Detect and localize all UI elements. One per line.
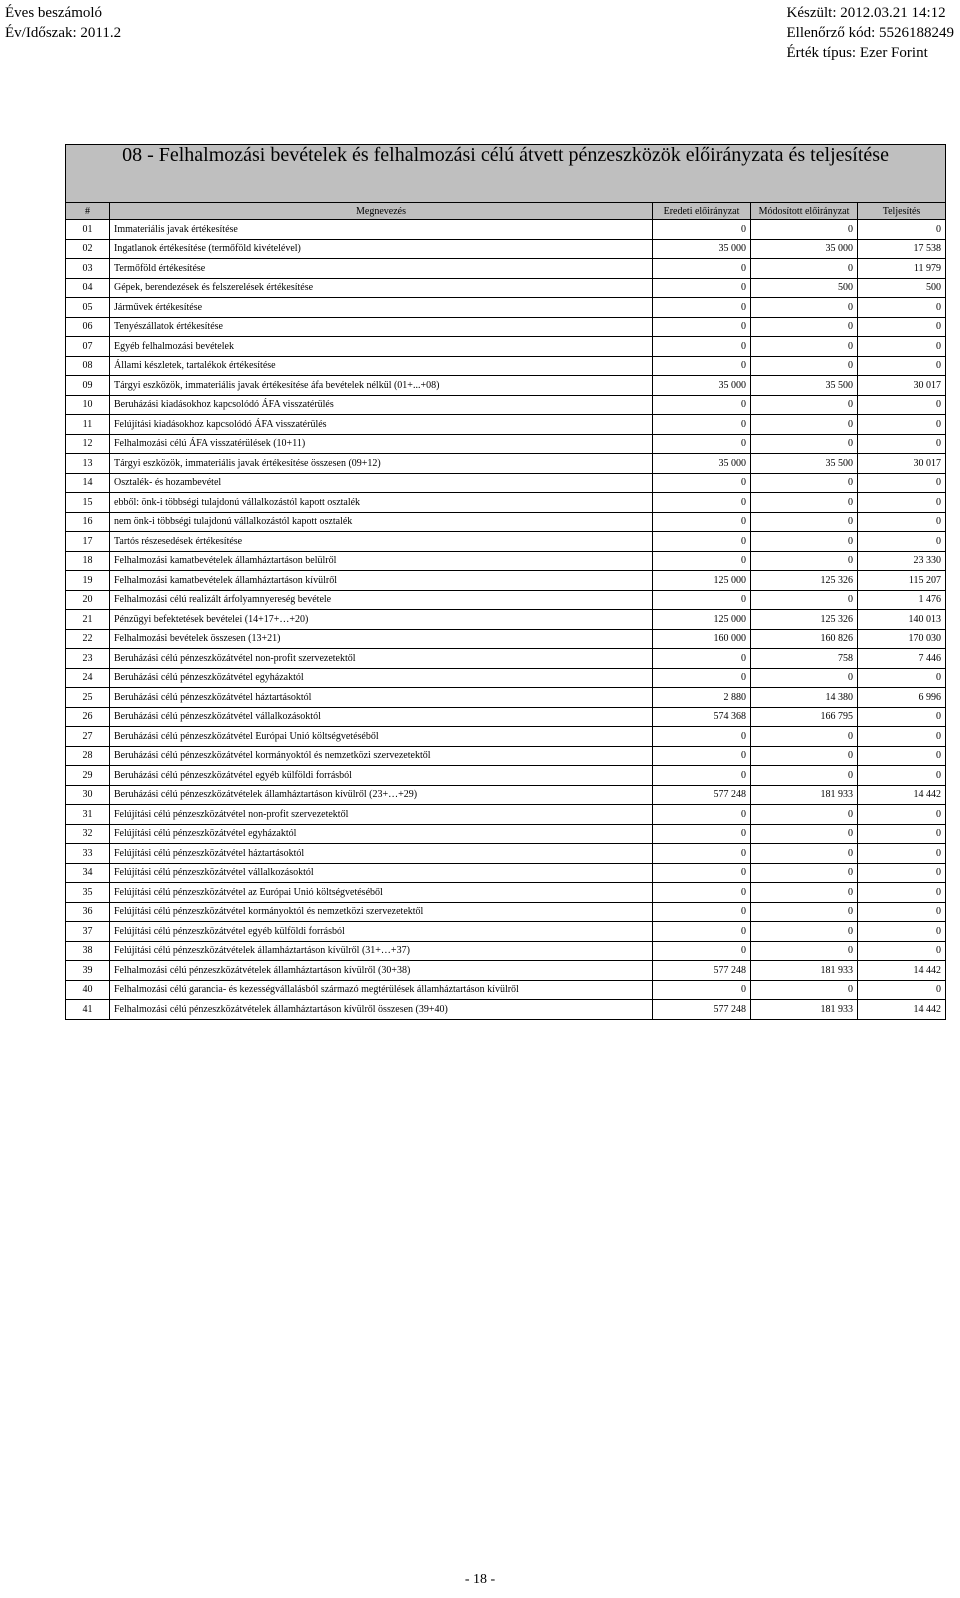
row-original-value: 0 (653, 356, 751, 376)
row-original-value: 0 (653, 980, 751, 1000)
table-row (66, 766, 946, 786)
row-modified-value: 0 (751, 493, 858, 513)
row-modified-value: 0 (751, 415, 858, 435)
row-name: Gépek, berendezések és felszerelések értékesítése (110, 278, 653, 298)
row-original-value: 0 (653, 863, 751, 883)
row-modified-value: 0 (751, 337, 858, 357)
row-performance-value: 0 (858, 434, 946, 454)
row-modified-value: 0 (751, 922, 858, 942)
row-name: Felhalmozási célú pénzeszközátvételek államháztartáson kívülről (30+38) (110, 961, 653, 981)
table-row (66, 922, 946, 942)
row-number: 33 (66, 844, 110, 864)
row-number: 24 (66, 668, 110, 688)
row-performance-value: 0 (858, 337, 946, 357)
row-name: Felhalmozási célú garancia- és kezességvállalásból származó megtérülések államháztartáson kívülről (110, 980, 653, 1000)
row-original-value: 35 000 (653, 239, 751, 259)
table-row (66, 805, 946, 825)
row-modified-value: 0 (751, 902, 858, 922)
table-row (66, 317, 946, 337)
row-number: 28 (66, 746, 110, 766)
row-number: 18 (66, 551, 110, 571)
row-performance-value: 0 (858, 532, 946, 552)
report-created: Készült: 2012.03.21 14:12 (786, 5, 946, 21)
row-name: Állami készletek, tartalékok értékesítése (110, 356, 653, 376)
row-original-value: 0 (653, 551, 751, 571)
table-row (66, 785, 946, 805)
row-original-value: 125 000 (653, 571, 751, 591)
row-number: 21 (66, 610, 110, 630)
row-modified-value: 0 (751, 473, 858, 493)
row-number: 41 (66, 1000, 110, 1020)
row-original-value: 0 (653, 649, 751, 669)
row-performance-value: 115 207 (858, 571, 946, 591)
row-original-value: 0 (653, 337, 751, 357)
row-number: 17 (66, 532, 110, 552)
row-name: Tárgyi eszközök, immateriális javak értékesítése összesen (09+12) (110, 454, 653, 474)
row-number: 31 (66, 805, 110, 825)
row-name: nem önk-i többségi tulajdonú vállalkozástól kapott osztalék (110, 512, 653, 532)
row-name: Felújítási célú pénzeszközátvétel egyházaktól (110, 824, 653, 844)
row-performance-value: 0 (858, 707, 946, 727)
row-original-value: 0 (653, 941, 751, 961)
table-row (66, 610, 946, 630)
row-modified-value: 181 933 (751, 1000, 858, 1020)
row-number: 22 (66, 629, 110, 649)
row-performance-value: 0 (858, 746, 946, 766)
row-number: 11 (66, 415, 110, 435)
row-original-value: 0 (653, 668, 751, 688)
row-modified-value: 0 (751, 805, 858, 825)
row-number: 10 (66, 395, 110, 415)
row-original-value: 0 (653, 727, 751, 747)
row-number: 37 (66, 922, 110, 942)
row-modified-value: 35 500 (751, 376, 858, 396)
row-number: 12 (66, 434, 110, 454)
row-original-value: 0 (653, 805, 751, 825)
row-number: 23 (66, 649, 110, 669)
row-performance-value: 500 (858, 278, 946, 298)
row-performance-value: 7 446 (858, 649, 946, 669)
row-name: Beruházási célú pénzeszközátvétel kormányoktól és nemzetközi szervezetektől (110, 746, 653, 766)
row-original-value: 160 000 (653, 629, 751, 649)
row-original-value: 0 (653, 922, 751, 942)
row-number: 14 (66, 473, 110, 493)
row-modified-value: 0 (751, 551, 858, 571)
row-name: Felújítási célú pénzeszközátvétel háztartásoktól (110, 844, 653, 864)
row-modified-value: 166 795 (751, 707, 858, 727)
report-type: Éves beszámoló (5, 5, 103, 21)
table-row (66, 415, 946, 435)
row-performance-value: 0 (858, 512, 946, 532)
column-header-original: Eredeti előirányzat (653, 203, 751, 220)
row-performance-value: 0 (858, 883, 946, 903)
row-original-value: 0 (653, 395, 751, 415)
row-name: Beruházási célú pénzeszközátvételek államháztartáson kívülről (23+…+29) (110, 785, 653, 805)
row-name: Felhalmozási kamatbevételek államháztartáson belülről (110, 551, 653, 571)
table-row (66, 395, 946, 415)
row-performance-value: 6 996 (858, 688, 946, 708)
table-row (66, 434, 946, 454)
row-modified-value: 0 (751, 532, 858, 552)
row-modified-value: 181 933 (751, 961, 858, 981)
row-number: 26 (66, 707, 110, 727)
row-name: Egyéb felhalmozási bevételek (110, 337, 653, 357)
row-performance-value: 0 (858, 844, 946, 864)
row-original-value: 0 (653, 259, 751, 279)
row-original-value: 574 368 (653, 707, 751, 727)
table-row (66, 512, 946, 532)
row-performance-value: 0 (858, 766, 946, 786)
row-modified-value: 181 933 (751, 785, 858, 805)
table-row (66, 473, 946, 493)
row-number: 03 (66, 259, 110, 279)
row-original-value: 0 (653, 746, 751, 766)
column-header-number: # (66, 203, 110, 220)
row-performance-value: 0 (858, 863, 946, 883)
row-performance-value: 23 330 (858, 551, 946, 571)
row-name: Termőföld értékesítése (110, 259, 653, 279)
report-check-code: Ellenőrző kód: 5526188249 (786, 25, 954, 41)
row-modified-value: 35 000 (751, 239, 858, 259)
row-name: Pénzügyi befektetések bevételei (14+17+…+20) (110, 610, 653, 630)
row-original-value: 125 000 (653, 610, 751, 630)
row-number: 15 (66, 493, 110, 513)
row-number: 04 (66, 278, 110, 298)
row-performance-value: 0 (858, 902, 946, 922)
row-name: Felújítási célú pénzeszközátvétel vállalkozásoktól (110, 863, 653, 883)
row-performance-value: 170 030 (858, 629, 946, 649)
column-header-name: Megnevezés (110, 203, 653, 220)
row-modified-value: 0 (751, 883, 858, 903)
table-row (66, 844, 946, 864)
row-number: 29 (66, 766, 110, 786)
row-name: Immateriális javak értékesítése (110, 220, 653, 240)
row-performance-value: 140 013 (858, 610, 946, 630)
table-row (66, 961, 946, 981)
row-number: 25 (66, 688, 110, 708)
row-modified-value: 0 (751, 298, 858, 318)
row-modified-value: 0 (751, 395, 858, 415)
row-number: 40 (66, 980, 110, 1000)
row-name: ebből: önk-i többségi tulajdonú vállalkozástól kapott osztalék (110, 493, 653, 513)
table-row (66, 532, 946, 552)
row-modified-value: 0 (751, 668, 858, 688)
row-performance-value: 0 (858, 922, 946, 942)
row-original-value: 0 (653, 590, 751, 610)
page-number: - 18 - (464, 1572, 496, 1587)
table-row (66, 668, 946, 688)
row-number: 30 (66, 785, 110, 805)
row-modified-value: 0 (751, 317, 858, 337)
row-name: Beruházási célú pénzeszközátvétel egyéb külföldi forrásból (110, 766, 653, 786)
row-number: 34 (66, 863, 110, 883)
row-modified-value: 125 326 (751, 571, 858, 591)
row-modified-value: 35 500 (751, 454, 858, 474)
row-name: Beruházási célú pénzeszközátvétel non-profit szervezetektől (110, 649, 653, 669)
row-original-value: 0 (653, 493, 751, 513)
table-row (66, 649, 946, 669)
table-row (66, 629, 946, 649)
table-row (66, 824, 946, 844)
table-row (66, 220, 946, 240)
row-performance-value: 14 442 (858, 961, 946, 981)
row-original-value: 0 (653, 298, 751, 318)
row-number: 08 (66, 356, 110, 376)
row-modified-value: 0 (751, 727, 858, 747)
row-performance-value: 0 (858, 473, 946, 493)
row-performance-value: 0 (858, 727, 946, 747)
row-original-value: 0 (653, 278, 751, 298)
row-modified-value: 0 (751, 824, 858, 844)
row-name: Felújítási célú pénzeszközátvételek államháztartáson kívülről (31+…+37) (110, 941, 653, 961)
row-original-value: 0 (653, 512, 751, 532)
row-performance-value: 1 476 (858, 590, 946, 610)
row-performance-value: 0 (858, 824, 946, 844)
table-row (66, 239, 946, 259)
table-row (66, 688, 946, 708)
row-name: Felújítási célú pénzeszközátvétel egyéb külföldi forrásból (110, 922, 653, 942)
row-performance-value: 0 (858, 317, 946, 337)
row-original-value: 0 (653, 824, 751, 844)
row-performance-value: 0 (858, 395, 946, 415)
row-name: Felújítási célú pénzeszközátvétel non-profit szervezetektől (110, 805, 653, 825)
report-header-right (787, 3, 954, 63)
column-header-performance: Teljesítés (858, 203, 946, 220)
row-original-value: 0 (653, 473, 751, 493)
row-performance-value: 30 017 (858, 454, 946, 474)
row-number: 19 (66, 571, 110, 591)
row-original-value: 0 (653, 766, 751, 786)
row-name: Járművek értékesítése (110, 298, 653, 318)
row-modified-value: 125 326 (751, 610, 858, 630)
table-row (66, 454, 946, 474)
table-row (66, 356, 946, 376)
row-name: Beruházási célú pénzeszközátvétel háztartásoktól (110, 688, 653, 708)
row-performance-value: 0 (858, 493, 946, 513)
row-performance-value: 30 017 (858, 376, 946, 396)
table-body (66, 220, 946, 1020)
row-number: 32 (66, 824, 110, 844)
row-name: Osztalék- és hozambevétel (110, 473, 653, 493)
table-row (66, 707, 946, 727)
row-performance-value: 17 538 (858, 239, 946, 259)
row-number: 02 (66, 239, 110, 259)
column-header-modified: Módosított előirányzat (751, 203, 858, 220)
table-row (66, 571, 946, 591)
row-performance-value: 14 442 (858, 1000, 946, 1020)
table-row (66, 493, 946, 513)
row-original-value: 0 (653, 902, 751, 922)
row-name: Felújítási kiadásokhoz kapcsolódó ÁFA visszatérülés (110, 415, 653, 435)
table-row (66, 1000, 946, 1020)
row-modified-value: 0 (751, 746, 858, 766)
row-number: 35 (66, 883, 110, 903)
row-modified-value: 0 (751, 941, 858, 961)
row-original-value: 0 (653, 220, 751, 240)
row-original-value: 0 (653, 317, 751, 337)
row-name: Felhalmozási kamatbevételek államháztartáson kívülről (110, 571, 653, 591)
row-original-value: 577 248 (653, 961, 751, 981)
row-modified-value: 0 (751, 590, 858, 610)
row-modified-value: 500 (751, 278, 858, 298)
table-row (66, 259, 946, 279)
row-name: Ingatlanok értékesítése (termőföld kivételével) (110, 239, 653, 259)
row-number: 01 (66, 220, 110, 240)
row-performance-value: 0 (858, 356, 946, 376)
row-original-value: 0 (653, 415, 751, 435)
row-name: Beruházási kiadásokhoz kapcsolódó ÁFA visszatérülés (110, 395, 653, 415)
table-row (66, 941, 946, 961)
row-performance-value: 14 442 (858, 785, 946, 805)
table-row (66, 337, 946, 357)
row-number: 20 (66, 590, 110, 610)
row-number: 16 (66, 512, 110, 532)
table-row (66, 278, 946, 298)
row-name: Felújítási célú pénzeszközátvétel kormányoktól és nemzetközi szervezetektől (110, 902, 653, 922)
row-name: Felújítási célú pénzeszközátvétel az Európai Unió költségvetéséből (110, 883, 653, 903)
row-original-value: 577 248 (653, 1000, 751, 1020)
row-modified-value: 14 380 (751, 688, 858, 708)
table-row (66, 727, 946, 747)
row-name: Beruházási célú pénzeszközátvétel vállalkozásoktól (110, 707, 653, 727)
row-performance-value: 0 (858, 941, 946, 961)
report-header-left (5, 3, 121, 43)
row-modified-value: 0 (751, 220, 858, 240)
row-name: Tartós részesedések értékesítése (110, 532, 653, 552)
row-modified-value: 0 (751, 512, 858, 532)
row-number: 09 (66, 376, 110, 396)
appropriation-table (65, 144, 946, 1020)
row-original-value: 0 (653, 883, 751, 903)
row-original-value: 0 (653, 532, 751, 552)
row-performance-value: 0 (858, 668, 946, 688)
row-performance-value: 11 979 (858, 259, 946, 279)
table-row (66, 863, 946, 883)
report-period: Év/Időszak: 2011.2 (5, 25, 122, 41)
row-performance-value: 0 (858, 415, 946, 435)
row-modified-value: 0 (751, 980, 858, 1000)
table-row (66, 298, 946, 318)
row-modified-value: 0 (751, 863, 858, 883)
row-original-value: 2 880 (653, 688, 751, 708)
row-modified-value: 0 (751, 356, 858, 376)
row-performance-value: 0 (858, 805, 946, 825)
row-modified-value: 0 (751, 434, 858, 454)
row-original-value: 577 248 (653, 785, 751, 805)
row-name: Beruházási célú pénzeszközátvétel egyházaktól (110, 668, 653, 688)
table-row (66, 590, 946, 610)
report-value-type: Érték típus: Ezer Forint (786, 45, 928, 61)
row-name: Felhalmozási bevételek összesen (13+21) (110, 629, 653, 649)
row-number: 36 (66, 902, 110, 922)
row-name: Felhalmozási célú pénzeszközátvételek államháztartáson kívülről összesen (39+40) (110, 1000, 653, 1020)
row-number: 38 (66, 941, 110, 961)
row-modified-value: 160 826 (751, 629, 858, 649)
row-name: Tárgyi eszközök, immateriális javak értékesítése áfa bevételek nélkül (01+...+08) (110, 376, 653, 396)
row-name: Felhalmozási célú realizált árfolyamnyereség bevétele (110, 590, 653, 610)
row-performance-value: 0 (858, 980, 946, 1000)
row-name: Felhalmozási célú ÁFA visszatérülések (10+11) (110, 434, 653, 454)
row-modified-value: 0 (751, 844, 858, 864)
row-name: Tenyészállatok értékesítése (110, 317, 653, 337)
table-row (66, 883, 946, 903)
row-number: 05 (66, 298, 110, 318)
row-number: 13 (66, 454, 110, 474)
table-title: 08 - Felhalmozási bevételek és felhalmozási célú átvett pénzeszközök előirányzata és teljesítése (66, 145, 946, 203)
row-modified-value: 0 (751, 259, 858, 279)
row-modified-value: 0 (751, 766, 858, 786)
row-number: 27 (66, 727, 110, 747)
row-original-value: 35 000 (653, 376, 751, 396)
row-number: 39 (66, 961, 110, 981)
row-number: 07 (66, 337, 110, 357)
table-row (66, 902, 946, 922)
row-number: 06 (66, 317, 110, 337)
row-original-value: 35 000 (653, 454, 751, 474)
table-row (66, 551, 946, 571)
row-performance-value: 0 (858, 298, 946, 318)
row-name: Beruházási célú pénzeszközátvétel Európai Unió költségvetéséből (110, 727, 653, 747)
table-row (66, 376, 946, 396)
table-row (66, 980, 946, 1000)
row-original-value: 0 (653, 844, 751, 864)
row-original-value: 0 (653, 434, 751, 454)
table-row (66, 746, 946, 766)
row-modified-value: 758 (751, 649, 858, 669)
row-performance-value: 0 (858, 220, 946, 240)
